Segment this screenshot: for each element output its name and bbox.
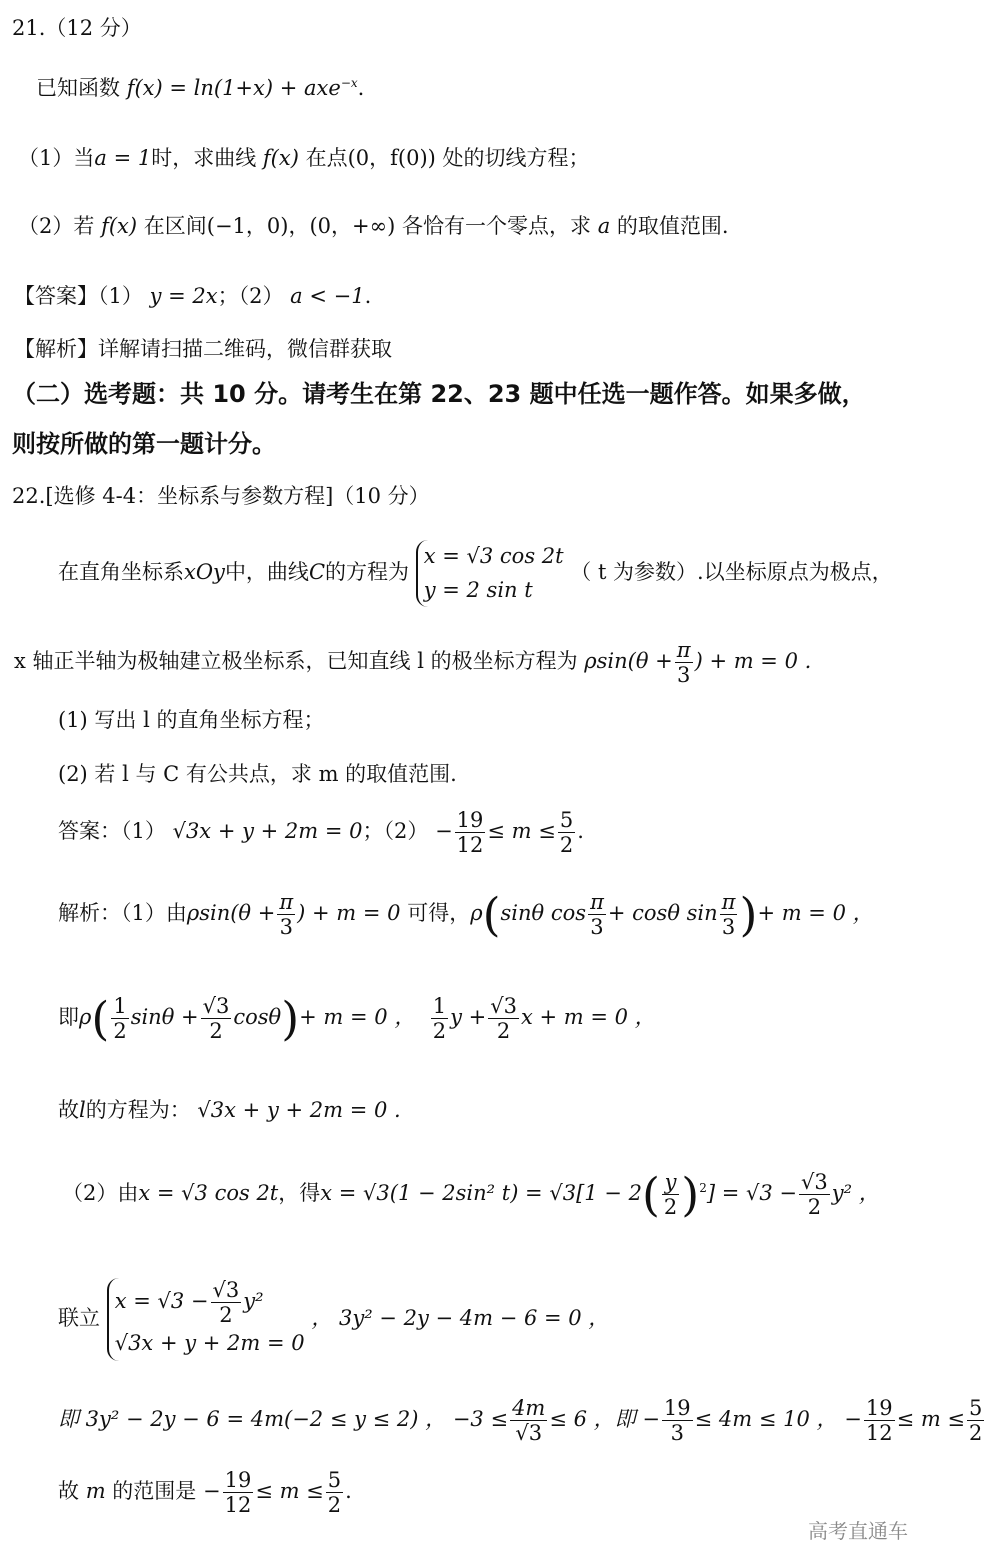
q21-part2: （2）若 f(x) 在区间(−1，0)，(0，+∞) 各恰有一个零点，求 a 的取值范围. — [18, 214, 729, 238]
q22-q1: (1) 写出 l 的直角坐标方程； — [58, 708, 325, 732]
q21-analysis: 【解析】详解请扫描二维码，微信群获取 — [14, 337, 392, 361]
q22-header: 22.[选修 4-4：坐标系与参数方程]（10 分） — [12, 484, 430, 508]
q21-stem: 已知函数 f(x) = ln(1+x) + axe$^{-x}$. — [36, 76, 365, 100]
q22-solution-7: 故 m 的范围是 − $\frac{19}{12}$ ≤ m ≤ $\frac{5}{2}$ . — [58, 1468, 352, 1518]
q21-answer: 【答案】（1） y = 2x；（2） a < −1. — [14, 284, 372, 308]
q21-header: 21.（12 分） — [12, 16, 142, 40]
joint-system: x = √3 − $\frac{√3}{2}$ y² √3x + y + 2m = 0 — [107, 1278, 305, 1361]
q22-solution-2: 即ρ( $\frac{1}{2}$ sinθ + $\frac{√3}{2}$ cosθ)+ m = 0 ， $\frac{1}{2}$ y + $\frac{√3}{2}$ x + m = 0 ， — [58, 991, 656, 1046]
q22-solution-4: （2）由x = √3 cos 2t，得x = √3(1 − 2sin² t) = √3[1 − 2( $\frac{y}{2}$ )$^2$] = √3 − $\frac{√3}{2}$ y² ， — [62, 1167, 880, 1222]
q22-polar: x 轴正半轴为极轴建立极坐标系，已知直线 l 的极坐标方程为 ρsin(θ + $\frac{\pi}{3}$ ) + m = 0 . — [14, 638, 812, 688]
section-title-1: （二）选考题：共 10 分。请考生在第 22、23 题中任选一题作答。如果多做， — [12, 380, 866, 408]
q22-solution-1: 解析：（1）由ρsin(θ + $\frac{\pi}{3}$ ) + m = 0 可得，ρ(sinθ cos $\frac{\pi}{3}$ + cosθ sin $\frac{\pi}{3}$ )+ m = 0 ， — [58, 887, 874, 942]
q22-q2: (2) 若 l 与 C 有公共点，求 m 的取值范围. — [58, 762, 457, 786]
q22-intro: 在直角坐标系xOy中，曲线C的方程为 x = √3 cos 2t y = 2 sin t （ t 为参数）.以坐标原点为极点， — [58, 540, 893, 607]
q21-part1: （1）当a = 1时，求曲线 f(x) 在点(0，f(0)) 处的切线方程； — [18, 146, 590, 170]
q22-solution-6: 即 3y² − 2y − 6 = 4m(−2 ≤ y ≤ 2) ， −3 ≤ $\frac{4m}{√3}$ ≤ 6 ，即 − $\frac{19}{3}$ ≤ 4m ≤ 10 ， − $\frac{19}{12}$ ≤ m ≤ $\frac{5}{2}$ — [58, 1396, 983, 1446]
q22-answer: 答案：（1） √3x + y + 2m = 0；（2） − $\frac{19}{12}$ ≤ m ≤ $\frac{5}{2}$ . — [58, 808, 584, 858]
q22-solution-5: 联立 x = √3 − $\frac{√3}{2}$ y² √3x + y + 2m = 0 ， 3y² − 2y − 4m − 6 = 0 ， — [58, 1278, 609, 1361]
watermark: 高考直通车 — [808, 1519, 908, 1543]
q22-solution-3: 故l的方程为： √3x + y + 2m = 0 . — [58, 1098, 401, 1122]
section-title-2: 则按所做的第一题计分。 — [12, 430, 276, 458]
curve-system: x = √3 cos 2t y = 2 sin t — [416, 540, 564, 607]
